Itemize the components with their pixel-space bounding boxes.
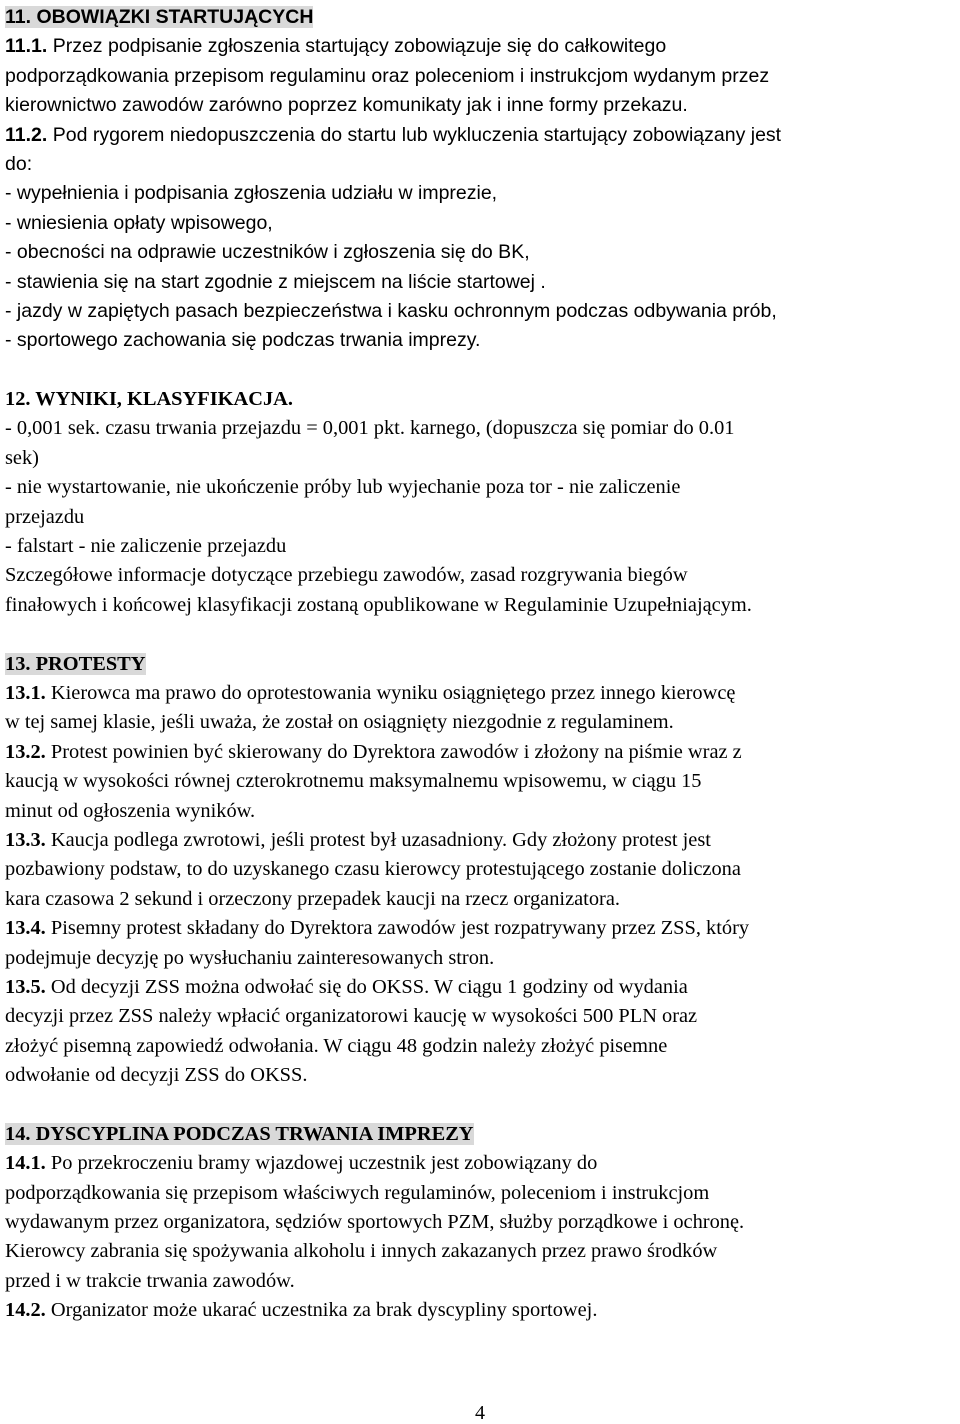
paragraph-13-2-line-2: kaucją w wysokości równej czterokrotnemu maksymalnemu wpisowemu, w ciągu 15 <box>5 770 702 793</box>
section-14 <box>5 1120 957 1326</box>
paragraph-13-2-line-3: minut od ogłoszenia wyników. <box>5 799 256 822</box>
section-12 <box>5 385 957 620</box>
paragraph-14-1-line-1 <box>5 1149 957 1178</box>
paragraph-13-3-text: Kaucja podlega zwrotowi, jeśli protest był uzasadniony. Gdy złożony protest jest <box>45 828 711 851</box>
paragraph-11-2-text: Pod rygorem niedopuszczenia do startu lub wykluczenia startujący zobowiązany jest <box>47 123 782 146</box>
paragraph-14-1-text: Po przekroczeniu bramy wjazdowej uczestnik jest zobowiązany do <box>45 1152 598 1175</box>
paragraph-11-2-line-2: do: <box>5 152 33 175</box>
list-item: - obecności na odprawie uczestników i zgłoszenia się do BK, <box>5 241 530 264</box>
paragraph-14-1-line-5: przed i w trakcie trwania zawodów. <box>5 1269 295 1292</box>
paragraph-13-4-line-2: podejmuje decyzję po wysłuchaniu zainteresowanych stron. <box>5 946 495 969</box>
section-12-line: - falstart - nie zaliczenie przejazdu <box>5 535 287 558</box>
paragraph-13-1-line-1 <box>5 679 957 708</box>
paragraph-14-1-line-4: Kierowcy zabrania się spożywania alkoholu i innych zakazanych przez prawo środków <box>5 1240 718 1263</box>
paragraph-13-4-line-1 <box>5 914 957 943</box>
spacer <box>5 620 957 649</box>
section-12-line: sek) <box>5 446 39 469</box>
section-13 <box>5 650 957 1091</box>
paragraph-13-2-number: 13.2. <box>5 740 46 763</box>
section-14-heading-line <box>5 1120 957 1149</box>
section-12-line: - 0,001 sek. czasu trwania przejazdu = 0,001 pkt. karnego, (dopuszcza się pomiar do 0.01 <box>5 417 735 440</box>
paragraph-13-5-line-4: odwołanie od decyzji ZSS do OKSS. <box>5 1064 308 1087</box>
paragraph-13-1-text: Kierowca ma prawo do oprotestowania wyniku osiągniętego przez innego kierowcę <box>45 681 736 704</box>
paragraph-11-1-text: Przez podpisanie zgłoszenia startujący zobowiązuje się do całkowitego <box>47 35 667 58</box>
list-item: - jazdy w zapiętych pasach bezpieczeństwa i kasku ochronnym podczas odbywania prób, <box>5 299 777 322</box>
list-item: - wypełnienia i podpisania zgłoszenia udziału w imprezie, <box>5 182 498 205</box>
paragraph-13-4-text: Pisemny protest składany do Dyrektora zawodów jest rozpatrywany przez ZSS, który <box>45 917 750 940</box>
paragraph-14-1-line-2: podporządkowania się przepisom właściwych regulaminów, poleceniom i instrukcjom <box>5 1181 710 1204</box>
paragraph-13-3-line-2: pozbawiony podstaw, to do uzyskanego czasu kierowcy protestującego zostanie doliczona <box>5 858 741 881</box>
paragraph-13-1-line-2: w tej samej klasie, jeśli uważa, że został on osiągnięty niezgodnie z regulaminem. <box>5 711 674 734</box>
paragraph-11-2-line-1 <box>5 121 957 150</box>
paragraph-14-1-number: 14.1. <box>5 1152 46 1175</box>
paragraph-11-1-line-2: podporządkowania przepisom regulaminu oraz poleceniom i instrukcjom wydanym przez <box>5 64 770 87</box>
paragraph-14-2-text: Organizator może ukarać uczestnika za brak dyscypliny sportowej. <box>45 1299 598 1322</box>
paragraph-11-1-line-1 <box>5 32 957 61</box>
paragraph-13-5-line-3: złożyć pisemną zapowiedź odwołania. W ciągu 48 godzin należy złożyć pisemne <box>5 1034 668 1057</box>
paragraph-13-1-number: 13.1. <box>5 681 46 704</box>
section-12-line: - nie wystartowanie, nie ukończenie próby lub wyjechanie poza tor - nie zaliczenie <box>5 476 681 499</box>
section-12-line: przejazdu <box>5 505 85 528</box>
section-12-line: finałowych i końcowej klasyfikacji zostaną opublikowane w Regulaminie Uzupełniającym. <box>5 593 752 616</box>
section-12-line: Szczegółowe informacje dotyczące przebiegu zawodów, zasad rozgrywania biegów <box>5 564 688 587</box>
paragraph-14-2-number: 14.2. <box>5 1299 46 1322</box>
list-item: - wniesienia opłaty wpisowego, <box>5 211 273 234</box>
paragraph-14-2-line-1 <box>5 1296 957 1325</box>
paragraph-11-1-line-3: kierownictwo zawodów zarówno poprzez komunikaty jak i inne formy przekazu. <box>5 94 688 117</box>
section-13-heading: 13. PROTESTY <box>5 652 146 675</box>
paragraph-13-5-number: 13.5. <box>5 975 46 998</box>
paragraph-13-4-number: 13.4. <box>5 917 46 940</box>
section-11-heading: 11. OBOWIĄZKI STARTUJĄCYCH <box>5 6 314 28</box>
section-14-heading: 14. DYSCYPLINA PODCZAS TRWANIA IMPREZY <box>5 1122 474 1145</box>
paragraph-13-5-line-1 <box>5 973 957 1002</box>
list-item: - stawienia się na start zgodnie z miejscem na liście startowej . <box>5 270 546 293</box>
section-11-heading-line <box>5 3 957 32</box>
section-13-heading-line <box>5 650 957 679</box>
paragraph-13-5-text: Od decyzji ZSS można odwołać się do OKSS. W ciągu 1 godziny od wydania <box>45 975 688 998</box>
spacer <box>5 356 957 385</box>
paragraph-13-2-line-1 <box>5 738 957 767</box>
section-11 <box>5 3 957 356</box>
paragraph-13-5-line-2: decyzji przez ZSS należy wpłacić organizatorowi kaucję w wysokości 500 PLN oraz <box>5 1005 698 1028</box>
paragraph-13-3-line-3: kara czasowa 2 sekund i orzeczony przepadek kaucji na rzecz organizatora. <box>5 887 620 910</box>
paragraph-13-3-line-1 <box>5 826 957 855</box>
paragraph-14-1-line-3: wydawanym przez organizatora, sędziów sportowych PZM, służby porządkowe i ochronę. <box>5 1211 745 1234</box>
document-page <box>5 3 957 1326</box>
paragraph-11-1-number: 11.1. <box>5 35 48 58</box>
spacer <box>5 1090 957 1119</box>
paragraph-13-2-text: Protest powinien być skierowany do Dyrektora zawodów i złożony na piśmie wraz z <box>45 740 742 763</box>
list-item: - sportowego zachowania się podczas trwania imprezy. <box>5 329 481 352</box>
paragraph-13-3-number: 13.3. <box>5 828 46 851</box>
page-number: 4 <box>475 1402 485 1424</box>
section-12-heading: 12. WYNIKI, KLASYFIKACJA. <box>5 388 293 411</box>
paragraph-11-2-number: 11.2. <box>5 123 48 146</box>
